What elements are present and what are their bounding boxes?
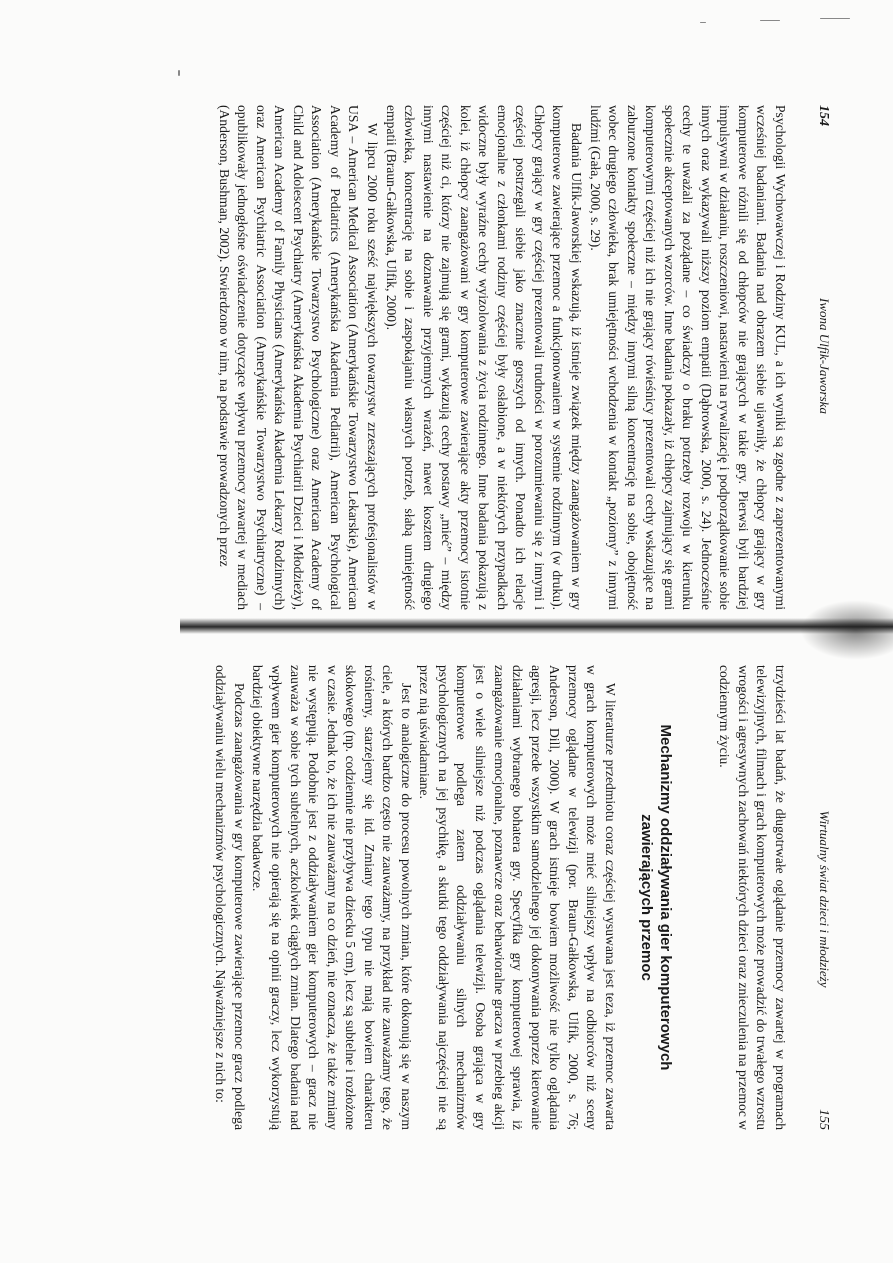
- right-page: [132, 665, 832, 1130]
- right-running-head: [815, 665, 832, 1130]
- paragraph: trzydzieści lat badań, że długotrwałe oglądanie przemocy zawartej w programach telewizyjnych, filmach i grach komputerowych może prowadzić do trwałego wzrostu wrogości i agresywnych zachowań niektórych dzieci oraz znieczulenia na przemoc w codziennym życiu.: [717, 665, 788, 1130]
- section-heading-line: zawierających przemoc: [637, 814, 655, 981]
- section-heading-line: Mechanizmy oddziaływania gier komputerowych: [656, 724, 674, 1071]
- scan-speck: [178, 70, 180, 76]
- scan-speck: [760, 20, 780, 21]
- paragraph: Jest to analogiczne do procesu powolnych zmian, które dokonują się w naszym ciele, a których bardzo często nie zauważamy, na przykład nie zauważamy tego, że rośniemy, starzejemy się itd. Zmiany tego typu nie mają bowiem charakteru skokowego (np. codziennie nie przybywa dziecku 5 cm), lecz są subtelne i rozłożone w czasie. Jednak to, że ich nie zauważamy na co dzień, nie oznacza, że także zmiany nie występują. Podobnie jest z oddziaływaniem gier komputerowych – gracz nie zauważa w sobie tych subtelnych, aczkolwiek ciągłych zmian. Dlatego badania nad wpływem gier komputerowych nie opierają się na opinii graczy, lecz wykorzystują bardziej obiektywne narzędzia badawcze.: [250, 665, 414, 1130]
- scan-speck: [820, 18, 850, 19]
- right-page-number: 155: [816, 1109, 831, 1130]
- paragraph: W literaturze przedmiotu coraz częściej wysuwana jest teza, iż przemoc zawarta w grach komputerowych może mieć silniejszy wpływ na odbiorców niż sceny przemocy oglądane w telewizji (por. Braun-Gałkowska, Ulfik, 2000, s. 76; Anderson, Dill, 2000). W grach istnieje bowiem możliwość nie tylko oglądania agresji, lecz przede wszystkim samodzielnego jej dokonywania poprzez kierowanie działaniami wybranego bohatera gry. Specyfika gry komputerowej sprawia, iż zaangażowanie emocjonalne, poznawcze oraz behawioralne gracza w przebieg akcji jest o wiele silniejsze niż podczas oglądania telewizji. Osoba grająca w gry komputerowe podlega zatem oddziaływaniu silnych mechanizmów psychologicznych na jej psychikę, a skutki tego oddziaływania najczęściej nie są przez nią uświadamiane.: [417, 665, 618, 1130]
- left-running-head: [815, 105, 832, 610]
- section-heading: [637, 665, 675, 1130]
- left-running-head-text: Iwona Ulfik-Jaworska: [817, 298, 832, 414]
- right-running-head-text: Wirtualny świat dzieci i młodzieży: [817, 810, 832, 988]
- paragraph: W lipcu 2000 roku sześć największych towarzystw zrzeszających profesjonalistów w USA – American Medical Association (Amerykańskie Towarzystwo Lekarskie), American Academy of Pediatrics (Amerykańska Akademia Pediatrii), American Psychological Association (Amerykańskie Towarzystwo Psychologiczne) oraz American Academy of Child and Adolescent Psychiatry (Amerykańska Akademia Psychiatrii Dzieci i Młodzieży), American Academy of Family Physicians (Amerykańska Akademia Lekarzy Rodzinnych) oraz American Psychiatric Association (Amerykańskie Towarzystwo Psychiatryczne) – opublikowały jednogłośne oświadczenie dotyczące wpływu przemocy zawartej w mediach (Anderson, Bushman, 2002). Stwierdzono w nim, na podstawie prowadzonych przez: [216, 105, 380, 610]
- paragraph: Badania Ulfik-Jaworskiej wskazują, iż istnieje związek między zaangażowaniem w gry komputerowe zawierające przemoc a funkcjonowaniem w systemie rodzinnym (w druku). Chłopcy grający w gry częściej prezentowali trudności w porozumiewaniu się z innymi i częściej postrzegali siebie jako znacznie gorszych od innych. Ponadto ich relacje emocjonalne z członkami rodziny częściej były osłabione, a w niektórych przypadkach widoczne były wyraźne cechy wyizolowania z życia rodzinnego. Inne badania pokazują z kolei, iż chłopcy zaangażowani w gry komputerowe zawierające akty przemocy istotnie częściej niż ci, którzy nie zajmują się grami, wykazują cechy postawy „mieć” – między innymi nastawienie na doznawanie przyjemnych wrażeń, nawet kosztem drugiego człowieka, koncentrację na sobie i zaspokajaniu własnych potrzeb, słabą umiejętność empatii (Braun-Gałkowska, Ulfik, 2000).: [383, 105, 584, 610]
- left-page-number: 154: [816, 105, 831, 126]
- scan-speck: [700, 22, 706, 23]
- paragraph: Podczas zaangażowania w gry komputerowe zawierające przemoc gracz podlega oddziaływaniu wielu mechanizmów psychologicznych. Najważniejsze z nich to:: [213, 665, 247, 1130]
- page-gutter-shadow: [180, 618, 893, 634]
- paragraph: Psychologii Wychowawczej i Rodziny KUL, a ich wyniki są zgodne z zaprezentowanymi wcześniej badaniami. Badania nad obrazem siebie ujawniły, że chłopcy grający w gry komputerowe różnili się od chłopców nie grających w takie gry. Pierwsi byli bardziej impulsywni w działaniu, roszczeniowi, nastawieni na rywalizację i podporządkowanie sobie innych oraz wykazywali niższy poziom empatii (Dąbrowska, 2000, s. 24). Jednocześnie cechy te uważali za pożądane – co świadczy o braku potrzeby rozwoju w kierunku społecznie akceptowanych wzorców. Inne badania pokazały, iż chłopcy zajmujący się grami komputerowymi częściej niż ich nie grający rówieśnicy prezentowali cechy wskazujące na zaburzone kontakty społeczne – między innymi silną koncentrację na sobie, obojętność wobec drugiego człowieka, brak umiejętności wchodzenia w kontakt „poziomy” z innymi ludźmi (Gała, 2000, s. 29).: [587, 105, 788, 610]
- left-page: [87, 105, 832, 610]
